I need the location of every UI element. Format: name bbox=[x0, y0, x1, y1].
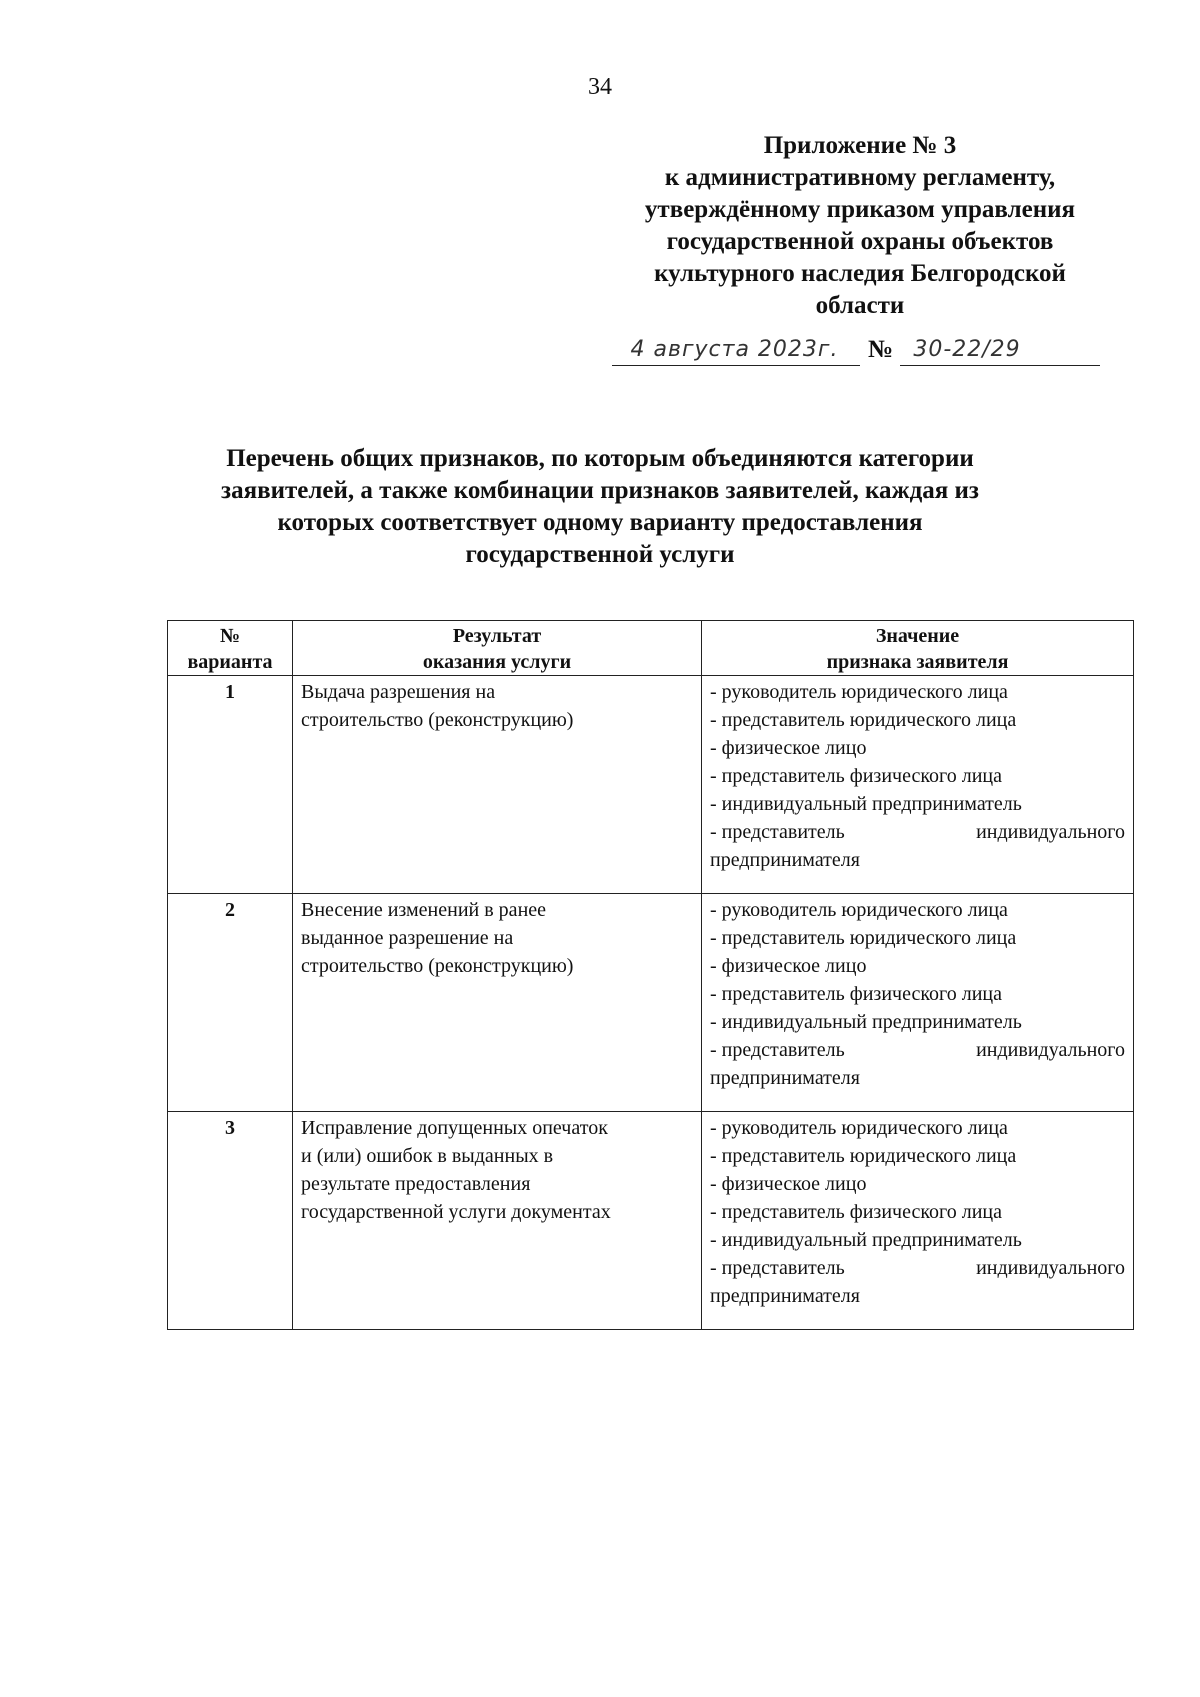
variant-number: 2 bbox=[168, 894, 293, 1112]
appendix-line: к административному регламенту, bbox=[664, 164, 1056, 191]
appendix-line: культурного наследия Белгородской bbox=[654, 260, 1066, 287]
table-row bbox=[168, 894, 1134, 1112]
table-header-row bbox=[168, 621, 1134, 676]
result-cell: Исправление допущенных опечаток и (или) ошибок в выданных в результате предоставления государственной услуги документах bbox=[293, 1112, 702, 1330]
result-cell: Внесение изменений в ранее выданное разрешение на строительство (реконструкцию) bbox=[293, 894, 702, 1112]
document-title bbox=[120, 443, 1080, 571]
appendix-line: области bbox=[815, 292, 905, 319]
appendix-title: Приложение № 3 bbox=[763, 132, 957, 159]
variant-number: 1 bbox=[168, 676, 293, 894]
table-row bbox=[168, 676, 1134, 894]
appendix-header bbox=[600, 130, 1120, 322]
result-cell: Выдача разрешения на строительство (реконструкцию) bbox=[293, 676, 702, 894]
header-variant-number: № варианта bbox=[168, 621, 293, 676]
order-date-handwritten: 4 августа 2023г. bbox=[630, 337, 839, 362]
header-applicant-sign: Значение признака заявителя bbox=[702, 621, 1134, 676]
header-result: Результат оказания услуги bbox=[293, 621, 702, 676]
order-number-sign: № bbox=[868, 336, 894, 363]
date-underline bbox=[612, 365, 860, 366]
title-line: которых соответствует одному варианту предоставления bbox=[277, 509, 923, 536]
appendix-line: утверждённому приказом управления bbox=[644, 196, 1076, 223]
variant-number: 3 bbox=[168, 1112, 293, 1330]
applicant-signs-cell: - руководитель юридического лица - представитель юридического лица - физическое лицо - представитель физического лица - индивидуальный предприниматель - представитель индивидуального предпринимателя bbox=[702, 1112, 1134, 1330]
title-line: Перечень общих признаков, по которым объединяются категории bbox=[226, 445, 974, 472]
number-underline bbox=[900, 365, 1100, 366]
page-number: 34 bbox=[588, 74, 612, 100]
table-row bbox=[168, 1112, 1134, 1330]
order-number-handwritten: 30-22/29 bbox=[913, 337, 1021, 362]
order-reference bbox=[612, 330, 1102, 370]
applicant-signs-cell: - руководитель юридического лица - представитель юридического лица - физическое лицо - представитель физического лица - индивидуальный предприниматель - представитель индивидуального предпринимателя bbox=[702, 894, 1134, 1112]
applicant-signs-cell: - руководитель юридического лица - представитель юридического лица - физическое лицо - представитель физического лица - индивидуальный предприниматель - представитель индивидуального предпринимателя bbox=[702, 676, 1134, 894]
variants-table bbox=[167, 620, 1134, 1330]
title-line: государственной услуги bbox=[465, 541, 735, 568]
appendix-line: государственной охраны объектов bbox=[666, 228, 1054, 255]
title-line: заявителей, а также комбинации признаков заявителей, каждая из bbox=[221, 477, 979, 504]
